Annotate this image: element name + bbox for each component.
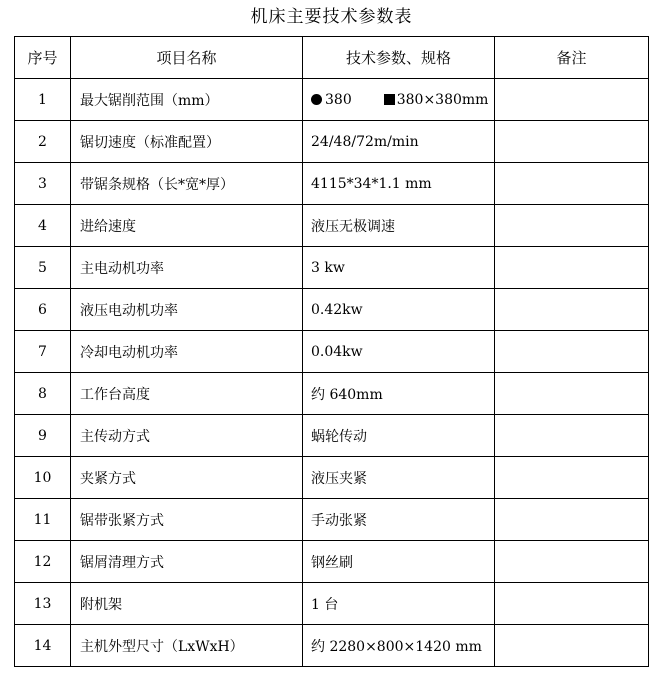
row-note: [495, 205, 649, 247]
row-note: [495, 583, 649, 625]
row-spec: 钢丝刷: [303, 541, 495, 583]
row-spec: 液压夹紧: [303, 457, 495, 499]
spec-round-value: 380: [325, 91, 352, 108]
row-spec: 1 台: [303, 583, 495, 625]
table-row: [15, 625, 649, 667]
row-note: [495, 415, 649, 457]
row-item: 锯切速度（标准配置）: [71, 121, 303, 163]
row-no: 4: [15, 205, 71, 247]
row-no: 2: [15, 121, 71, 163]
row-item: 主传动方式: [71, 415, 303, 457]
header-no: 序号: [15, 37, 71, 79]
table-row: [15, 79, 649, 121]
row-item: 锯屑清理方式: [71, 541, 303, 583]
row-item: 进给速度: [71, 205, 303, 247]
square-section-icon: [384, 94, 395, 105]
table-row: [15, 373, 649, 415]
row-note: [495, 121, 649, 163]
row-no: 9: [15, 415, 71, 457]
row-no: 7: [15, 331, 71, 373]
row-item: 工作台高度: [71, 373, 303, 415]
row-note: [495, 499, 649, 541]
table-row: [15, 289, 649, 331]
row-spec: 约 2280×800×1420 mm: [303, 625, 495, 667]
table-row: [15, 205, 649, 247]
header-row: [15, 37, 649, 79]
table-row: [15, 583, 649, 625]
row-item: 附机架: [71, 583, 303, 625]
row-note: [495, 163, 649, 205]
row-spec: 24/48/72m/min: [303, 121, 495, 163]
row-no: 13: [15, 583, 71, 625]
row-note: [495, 541, 649, 583]
row-no: 3: [15, 163, 71, 205]
row-spec: 3 kw: [303, 247, 495, 289]
row-spec: 0.04kw: [303, 331, 495, 373]
row-spec: 液压无极调速: [303, 205, 495, 247]
header-note: 备注: [495, 37, 649, 79]
row-item: 最大锯削范围（mm）: [71, 79, 303, 121]
row-no: 10: [15, 457, 71, 499]
row-item: 锯带张紧方式: [71, 499, 303, 541]
spec-square-value: 380×380mm: [396, 91, 489, 108]
row-spec: 手动张紧: [303, 499, 495, 541]
table-row: [15, 247, 649, 289]
row-no: 11: [15, 499, 71, 541]
table-row: [15, 499, 649, 541]
row-note: [495, 373, 649, 415]
row-note: [495, 625, 649, 667]
row-note: [495, 289, 649, 331]
table-row: [15, 121, 649, 163]
row-item: 主电动机功率: [71, 247, 303, 289]
row-no: 5: [15, 247, 71, 289]
row-no: 6: [15, 289, 71, 331]
spec-table: [14, 36, 649, 667]
table-row: [15, 331, 649, 373]
row-no: 12: [15, 541, 71, 583]
row-note: [495, 457, 649, 499]
row-item: 冷却电动机功率: [71, 331, 303, 373]
table-row: [15, 163, 649, 205]
row-note: [495, 79, 649, 121]
row-item: 液压电动机功率: [71, 289, 303, 331]
row-no: 1: [15, 79, 71, 121]
table-row: [15, 415, 649, 457]
table-row: [15, 541, 649, 583]
round-section-icon: [311, 94, 322, 105]
row-note: [495, 331, 649, 373]
row-spec: [303, 79, 495, 121]
row-item: 夹紧方式: [71, 457, 303, 499]
document-title: 机床主要技术参数表: [250, 7, 413, 27]
row-no: 8: [15, 373, 71, 415]
table-row: [15, 457, 649, 499]
row-spec: 4115*34*1.1 mm: [303, 163, 495, 205]
row-note: [495, 247, 649, 289]
row-spec: 0.42kw: [303, 289, 495, 331]
row-spec: 蜗轮传动: [303, 415, 495, 457]
header-item: 项目名称: [71, 37, 303, 79]
row-item: 带锯条规格（长*宽*厚）: [71, 163, 303, 205]
header-spec: 技术参数、规格: [303, 37, 495, 79]
row-spec: 约 640mm: [303, 373, 495, 415]
row-no: 14: [15, 625, 71, 667]
row-item: 主机外型尺寸（LxWxH）: [71, 625, 303, 667]
